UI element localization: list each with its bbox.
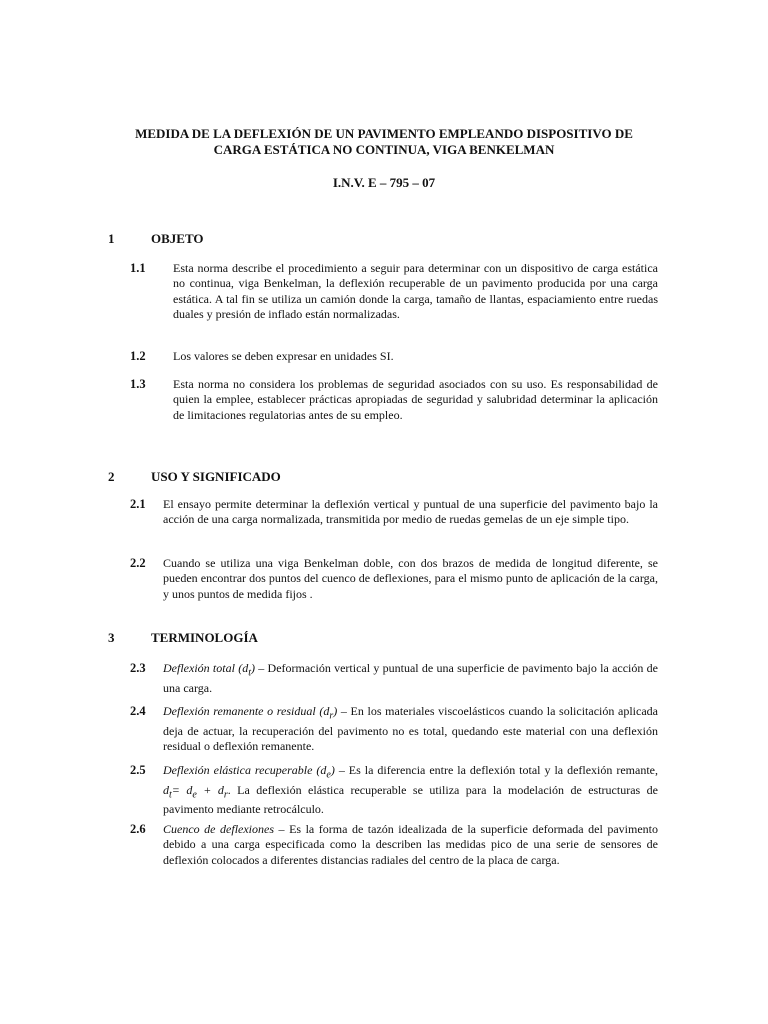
item-number-2-2: 2.2 xyxy=(130,556,146,570)
section-title-terminologia: TERMINOLOGÍA xyxy=(151,630,258,645)
norm-code: I.N.V. E – 795 – 07 xyxy=(332,175,436,190)
section-number-2: 2 xyxy=(108,469,115,484)
document-title-line-1: MEDIDA DE LA DEFLEXIÓN DE UN PAVIMENTO EMPLEANDO DISPOSITIVO DE xyxy=(135,126,633,141)
item-text-2-3: Deflexión total $(d_t)$ – Deformación vertical y puntual de una superficie de pavimento bajo la acción de una carga. xyxy=(163,661,658,695)
item-number-1-2: 1.2 xyxy=(130,349,146,363)
term-cuenco-de-deflexiones: Cuenco de deflexiones xyxy=(163,822,275,836)
item-text-2-5: Deflexión elástica recuperable $(d_e)$ – Es la diferencia entre la deflexión total y la deflexión remante, $d_t= d_e + d_r$. La deflexión elástica recuperable se utiliza para la modelación de estructuras de pavimento mediante retrocálculo. xyxy=(163,763,659,817)
item-text-1-3: Esta norma no considera los problemas de seguridad asociados con su uso. Es responsabilidad de quien la emplee, establecer prácticas apropiadas de seguridad y salubridad determinar la aplicación de limitaciones regulatorias antes de su empleo. xyxy=(173,377,658,422)
item-number-2-1: 2.1 xyxy=(130,497,146,511)
item-number-1-3: 1.3 xyxy=(130,377,146,391)
document-title-line-2: CARGA ESTÁTICA NO CONTINUA, VIGA BENKELMAN xyxy=(213,142,555,157)
item-number-2-3: 2.3 xyxy=(130,661,146,675)
section-title-objeto: OBJETO xyxy=(151,231,204,246)
term-deflexion-remanente: Deflexión remanente o residual $(d_r)$ xyxy=(163,704,338,722)
item-text-1-1: Esta norma describe el procedimiento a seguir para determinar con un dispositivo de carga estática no continua, viga Benkelman, la deflexión recuperable de un pavimento producida por una carga estática. A tal fin se utiliza un camión donde la carga, tamaño de llantas, espaciamiento entre ruedas duales y presión de inflado están normalizadas. xyxy=(173,261,658,321)
section-number-3: 3 xyxy=(108,630,115,645)
term-deflexion-total: Deflexión total $(d_t)$ xyxy=(163,661,255,679)
item-number-2-4: 2.4 xyxy=(130,704,146,718)
item-text-2-6: Cuenco de deflexiones – Es la forma de tazón idealizada de la superficie deformada del pavimento debido a una carga especificada como la describen las medidas pico de una serie de sensores de deflexión colocados a diferentes distancias radiales del centro de la placa de carga. xyxy=(163,822,658,867)
item-text-1-2: Los valores se deben expresar en unidades SI. xyxy=(173,349,394,363)
item-text-2-2: Cuando se utiliza una viga Benkelman doble, con dos brazos de medida de longitud diferente, se pueden encontrar dos puntos del cuenco de deflexiones, para el mismo punto de aplicación de la carga, y unos puntos de medida fijos . xyxy=(163,556,658,601)
formula-deflexion: $d_t= d_e + d_r$ xyxy=(163,782,228,801)
item-number-1-1: 1.1 xyxy=(130,261,146,275)
item-number-2-5: 2.5 xyxy=(130,763,146,777)
section-title-uso-y-significado: USO Y SIGNIFICADO xyxy=(151,469,281,484)
item-number-2-6: 2.6 xyxy=(130,822,146,836)
section-number-1: 1 xyxy=(108,231,115,246)
item-text-2-4: Deflexión remanente o residual $(d_r)$ – En los materiales viscoelásticos cuando la solicitación aplicada deja de actuar, la recuperación del pavimento no es total, quedando este material con una deflexión residual o deflexión remanente. xyxy=(163,704,658,753)
term-deflexion-elastica: Deflexión elástica recuperable $(d_e)$ xyxy=(163,763,335,781)
item-text-2-1: El ensayo permite determinar la deflexión vertical y puntual de una superficie del pavimento bajo la acción de una carga normalizada, transmitida por medio de ruedas gemelas de un eje simple tipo. xyxy=(163,497,658,527)
